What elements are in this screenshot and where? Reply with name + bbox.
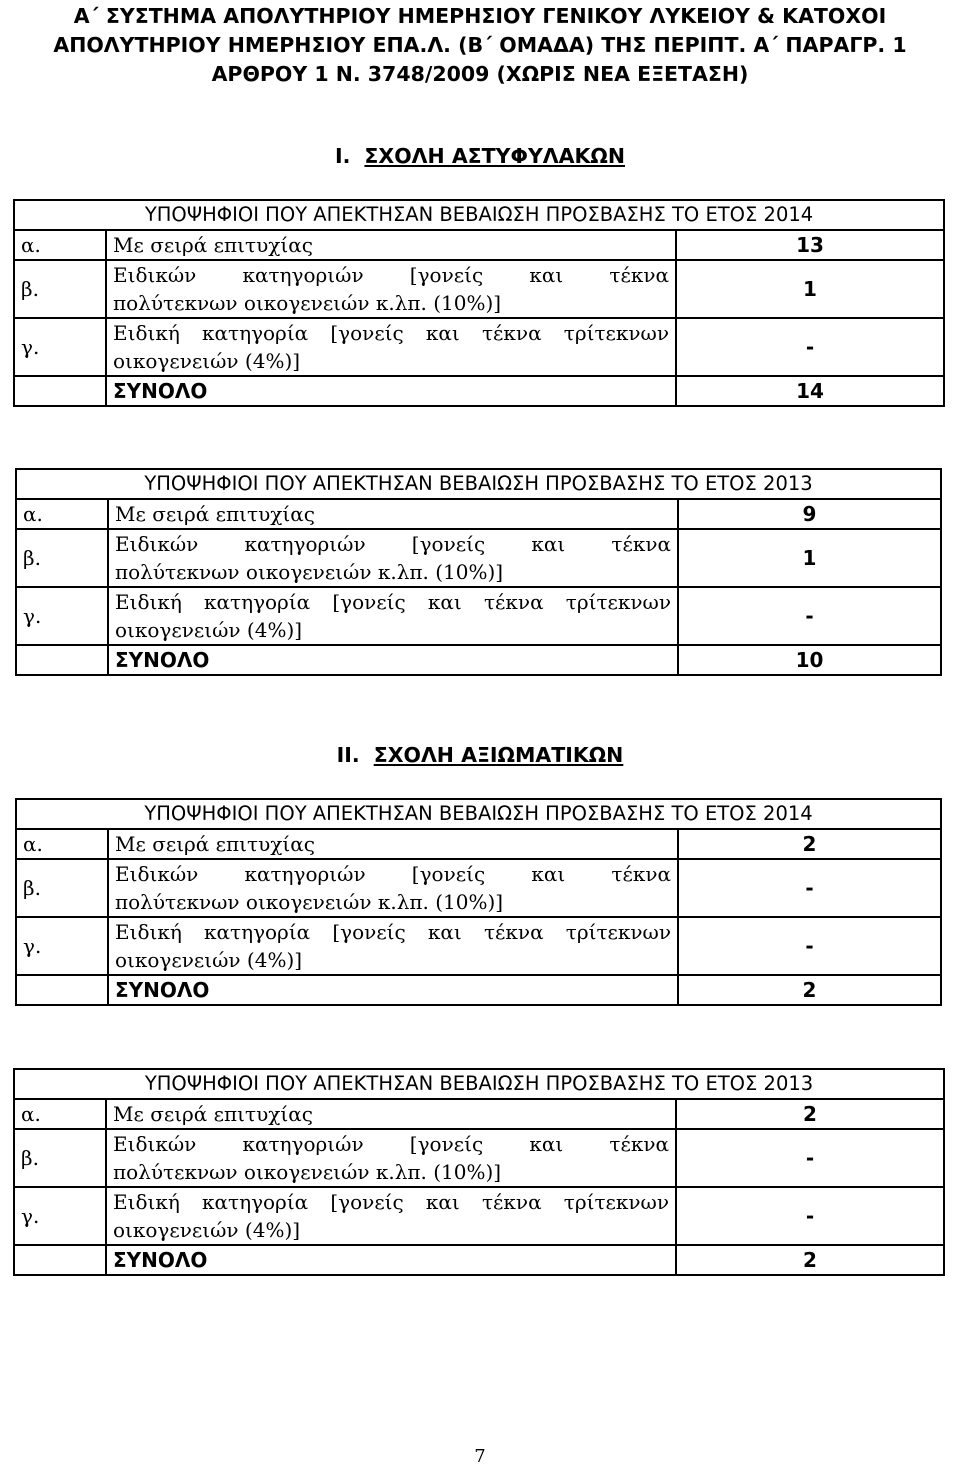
table-row bbox=[16, 829, 941, 859]
section-heading-1 bbox=[0, 142, 960, 170]
total-row bbox=[14, 1245, 944, 1275]
title-line-3: ΑΡΘΡΟΥ 1 Ν. 3748/2009 (ΧΩΡΙΣ ΝΕΑ ΕΞΕΤΑΣΗ) bbox=[211, 62, 749, 86]
row-description: Με σειρά επιτυχίας bbox=[108, 499, 678, 529]
row-description-line-2: πολύτεκνων οικογενειών κ.λπ. (10%)] bbox=[115, 890, 504, 914]
row-label: α. bbox=[14, 1099, 106, 1129]
row-value: - bbox=[678, 859, 941, 917]
row-description bbox=[108, 917, 678, 975]
total-empty-cell bbox=[14, 1245, 106, 1275]
row-description-line-1: Ειδικών κατηγοριών [γονείς και τέκνα bbox=[115, 532, 671, 556]
section-title: ΣΧΟΛΗ ΑΣΤΥΦΥΛΑΚΩΝ bbox=[364, 144, 625, 168]
row-description-line-1: Ειδικών κατηγοριών [γονείς και τέκνα bbox=[113, 1132, 669, 1156]
row-description-line-1: Ειδική κατηγορία [γονείς και τέκνα τρίτεκνων bbox=[115, 920, 671, 944]
total-value: 10 bbox=[678, 645, 941, 675]
row-label: β. bbox=[16, 529, 108, 587]
row-label: β. bbox=[16, 859, 108, 917]
table-row bbox=[16, 529, 941, 587]
document-title bbox=[6, 2, 954, 89]
row-value: 13 bbox=[676, 230, 944, 260]
table-row bbox=[14, 318, 944, 376]
row-value: - bbox=[678, 587, 941, 645]
total-label: ΣΥΝΟΛΟ bbox=[106, 376, 676, 406]
row-description-line-2: πολύτεκνων οικογενειών κ.λπ. (10%)] bbox=[113, 1160, 502, 1184]
row-value: - bbox=[678, 917, 941, 975]
page-number: 7 bbox=[474, 1446, 486, 1467]
table-header: ΥΠΟΨΗΦΙΟΙ ΠΟΥ ΑΠΕΚΤΗΣΑΝ ΒΕΒΑΙΩΣΗ ΠΡΟΣΒΑΣΗΣ ΤΟ ΕΤΟΣ 2014 bbox=[14, 200, 944, 230]
total-value: 2 bbox=[676, 1245, 944, 1275]
row-description bbox=[106, 260, 676, 318]
section-heading-2 bbox=[0, 741, 960, 769]
row-label: γ. bbox=[14, 1187, 106, 1245]
table-header: ΥΠΟΨΗΦΙΟΙ ΠΟΥ ΑΠΕΚΤΗΣΑΝ ΒΕΒΑΙΩΣΗ ΠΡΟΣΒΑΣΗΣ ΤΟ ΕΤΟΣ 2013 bbox=[16, 469, 941, 499]
total-row bbox=[14, 376, 944, 406]
table-row bbox=[16, 499, 941, 529]
row-description-line-1: Ειδική κατηγορία [γονείς και τέκνα τρίτεκνων bbox=[115, 590, 671, 614]
access-table bbox=[15, 468, 942, 676]
row-value: - bbox=[676, 318, 944, 376]
access-table bbox=[13, 199, 945, 407]
row-value: - bbox=[676, 1187, 944, 1245]
row-value: 2 bbox=[678, 829, 941, 859]
row-description-line-1: Ειδικών κατηγοριών [γονείς και τέκνα bbox=[113, 263, 669, 287]
row-description-line-2: πολύτεκνων οικογενειών κ.λπ. (10%)] bbox=[113, 291, 502, 315]
row-value: 2 bbox=[676, 1099, 944, 1129]
section-number: I. bbox=[335, 144, 351, 168]
row-description bbox=[106, 318, 676, 376]
table-header: ΥΠΟΨΗΦΙΟΙ ΠΟΥ ΑΠΕΚΤΗΣΑΝ ΒΕΒΑΙΩΣΗ ΠΡΟΣΒΑΣΗΣ ΤΟ ΕΤΟΣ 2013 bbox=[14, 1069, 944, 1099]
row-description bbox=[106, 1187, 676, 1245]
row-description: Με σειρά επιτυχίας bbox=[108, 829, 678, 859]
row-description bbox=[106, 1129, 676, 1187]
title-line-1: Α΄ ΣΥΣΤΗΜΑ ΑΠΟΛΥΤΗΡΙΟΥ ΗΜΕΡΗΣΙΟΥ ΓΕΝΙΚΟΥ ΛΥΚΕΙΟΥ & ΚΑΤΟΧΟΙ bbox=[73, 4, 887, 28]
row-description bbox=[108, 859, 678, 917]
row-value: 1 bbox=[676, 260, 944, 318]
total-row bbox=[16, 645, 941, 675]
total-value: 2 bbox=[678, 975, 941, 1005]
table-row bbox=[16, 859, 941, 917]
table-row bbox=[14, 1129, 944, 1187]
row-label: β. bbox=[14, 1129, 106, 1187]
row-label: α. bbox=[16, 499, 108, 529]
row-label: α. bbox=[14, 230, 106, 260]
row-label: γ. bbox=[14, 318, 106, 376]
row-description: Με σειρά επιτυχίας bbox=[106, 230, 676, 260]
table-row bbox=[14, 1099, 944, 1129]
row-description-line-2: οικογενειών (4%)] bbox=[113, 1218, 301, 1242]
access-table bbox=[15, 798, 942, 1006]
table-row bbox=[14, 260, 944, 318]
total-label: ΣΥΝΟΛΟ bbox=[108, 645, 678, 675]
row-description bbox=[108, 587, 678, 645]
row-description-line-1: Ειδική κατηγορία [γονείς και τέκνα τρίτεκνων bbox=[113, 1190, 669, 1214]
row-description-line-2: οικογενειών (4%)] bbox=[115, 618, 303, 642]
row-description-line-2: οικογενειών (4%)] bbox=[115, 948, 303, 972]
total-label: ΣΥΝΟΛΟ bbox=[106, 1245, 676, 1275]
row-description-line-1: Ειδική κατηγορία [γονείς και τέκνα τρίτεκνων bbox=[113, 321, 669, 345]
row-description-line-2: πολύτεκνων οικογενειών κ.λπ. (10%)] bbox=[115, 560, 504, 584]
section-number: II. bbox=[336, 743, 360, 767]
total-label: ΣΥΝΟΛΟ bbox=[108, 975, 678, 1005]
section-title: ΣΧΟΛΗ ΑΞΙΩΜΑΤΙΚΩΝ bbox=[373, 743, 624, 767]
total-row bbox=[16, 975, 941, 1005]
table-row bbox=[14, 230, 944, 260]
table-row bbox=[14, 1187, 944, 1245]
row-label: β. bbox=[14, 260, 106, 318]
row-label: γ. bbox=[16, 587, 108, 645]
row-label: γ. bbox=[16, 917, 108, 975]
row-value: 9 bbox=[678, 499, 941, 529]
row-label: α. bbox=[16, 829, 108, 859]
table-row bbox=[16, 587, 941, 645]
row-description bbox=[108, 529, 678, 587]
row-value: 1 bbox=[678, 529, 941, 587]
row-description-line-1: Ειδικών κατηγοριών [γονείς και τέκνα bbox=[115, 862, 671, 886]
row-description-line-2: οικογενειών (4%)] bbox=[113, 349, 301, 373]
total-empty-cell bbox=[16, 975, 108, 1005]
total-empty-cell bbox=[16, 645, 108, 675]
row-value: - bbox=[676, 1129, 944, 1187]
access-table bbox=[13, 1068, 945, 1276]
table-header: ΥΠΟΨΗΦΙΟΙ ΠΟΥ ΑΠΕΚΤΗΣΑΝ ΒΕΒΑΙΩΣΗ ΠΡΟΣΒΑΣΗΣ ΤΟ ΕΤΟΣ 2014 bbox=[16, 799, 941, 829]
title-line-2: ΑΠΟΛΥΤΗΡΙΟΥ ΗΜΕΡΗΣΙΟΥ ΕΠΑ.Λ. (Β΄ ΟΜΑΔΑ) ΤΗΣ ΠΕΡΙΠΤ. Α΄ ΠΑΡΑΓΡ. 1 bbox=[53, 33, 907, 57]
table-row bbox=[16, 917, 941, 975]
row-description: Με σειρά επιτυχίας bbox=[106, 1099, 676, 1129]
total-empty-cell bbox=[14, 376, 106, 406]
total-value: 14 bbox=[676, 376, 944, 406]
